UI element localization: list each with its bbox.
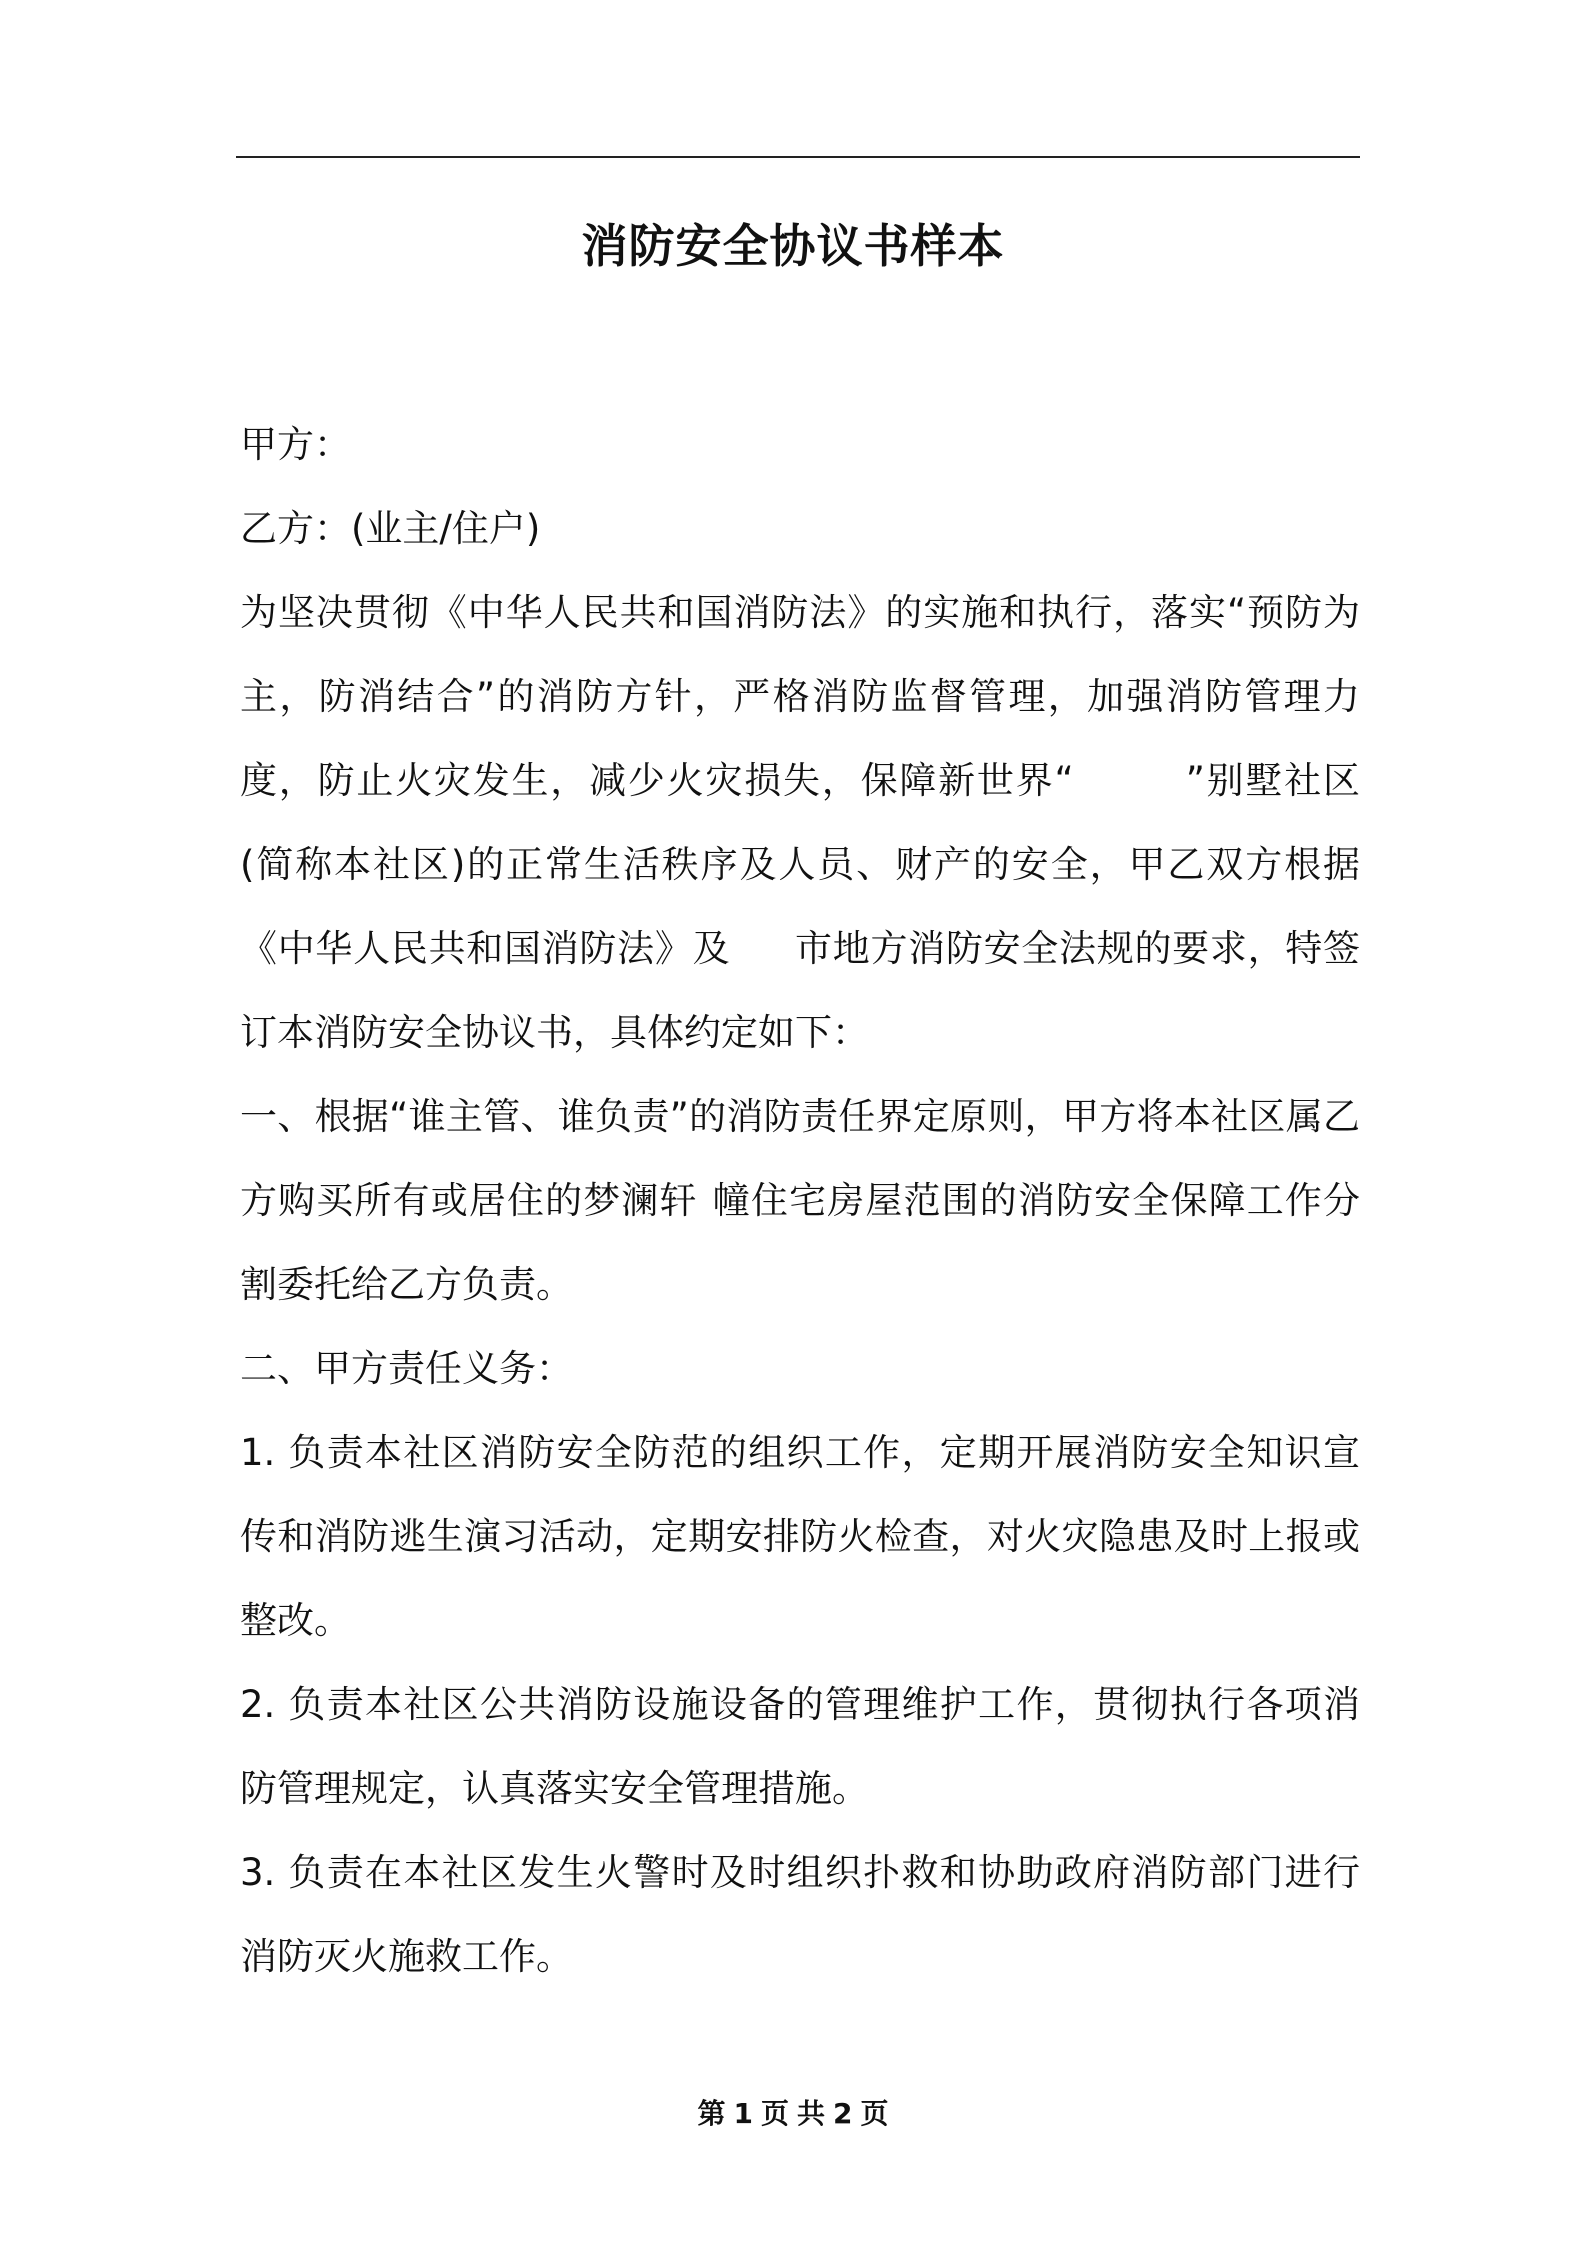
intro-paragraph bbox=[240, 571, 1360, 1075]
footer-current-page: 1 bbox=[733, 2097, 753, 2130]
page-footer bbox=[0, 2094, 1586, 2134]
party-b-line: 乙方：(业主/住户) bbox=[240, 507, 541, 550]
footer-word-di: 第 bbox=[697, 2097, 726, 2130]
section-1-text-1: 一、根据“谁主管、谁负责”的消防责任界定原则，甲方将本社区属乙方购买所有或居住的梦澜轩 bbox=[240, 1095, 1360, 1222]
document-title: 消防安全协议书样本 bbox=[581, 219, 1005, 273]
party-a-line: 甲方： bbox=[240, 423, 351, 466]
footer-word-ye: 页 bbox=[760, 2097, 789, 2130]
section-2-heading: 二、甲方责任义务： bbox=[240, 1347, 573, 1390]
intro-text-3: 市地方消防安全法规的要求，特签订本消防安全协议书，具体约定如下： bbox=[240, 927, 1361, 1054]
footer-total-pages: 2 bbox=[833, 2097, 853, 2130]
header-rule bbox=[236, 156, 1360, 158]
intro-text-1: 为坚决贯彻《中华人民共和国消防法》的实施和执行，落实“预防为主，防消结合”的消防方针，严格消防监督管理，加强消防管理力度，防止火灾发生，减少火灾损失，保障新世界“ bbox=[240, 591, 1360, 802]
footer-word-gong: 共 bbox=[797, 2097, 826, 2130]
section-1-paragraph bbox=[240, 1075, 1360, 1327]
item-2: 2. 负责本社区公共消防设施设备的管理维护工作，贯彻执行各项消防管理规定，认真落实安全管理措施。 bbox=[240, 1683, 1360, 1810]
item-1: 1. 负责本社区消防安全防范的组织工作，定期开展消防安全知识宣传和消防逃生演习活动，定期安排防火检查，对火灾隐患及时上报或整改。 bbox=[240, 1431, 1360, 1642]
footer-word-ye-2: 页 bbox=[860, 2097, 889, 2130]
intro-text-2: ”别墅社区(简称本社区)的正常生活秩序及人员、财产的安全，甲乙双方根据《中华人民共和国消防法》及 bbox=[240, 759, 1361, 970]
item-3: 3. 负责在本社区发生火警时及时组织扑救和协助政府消防部门进行消防灭火施救工作。 bbox=[240, 1851, 1360, 1978]
document-body bbox=[240, 403, 1360, 1999]
section-1-text-2: 幢住宅房屋范围的消防安全保障工作分割委托给乙方负责。 bbox=[240, 1179, 1361, 1306]
